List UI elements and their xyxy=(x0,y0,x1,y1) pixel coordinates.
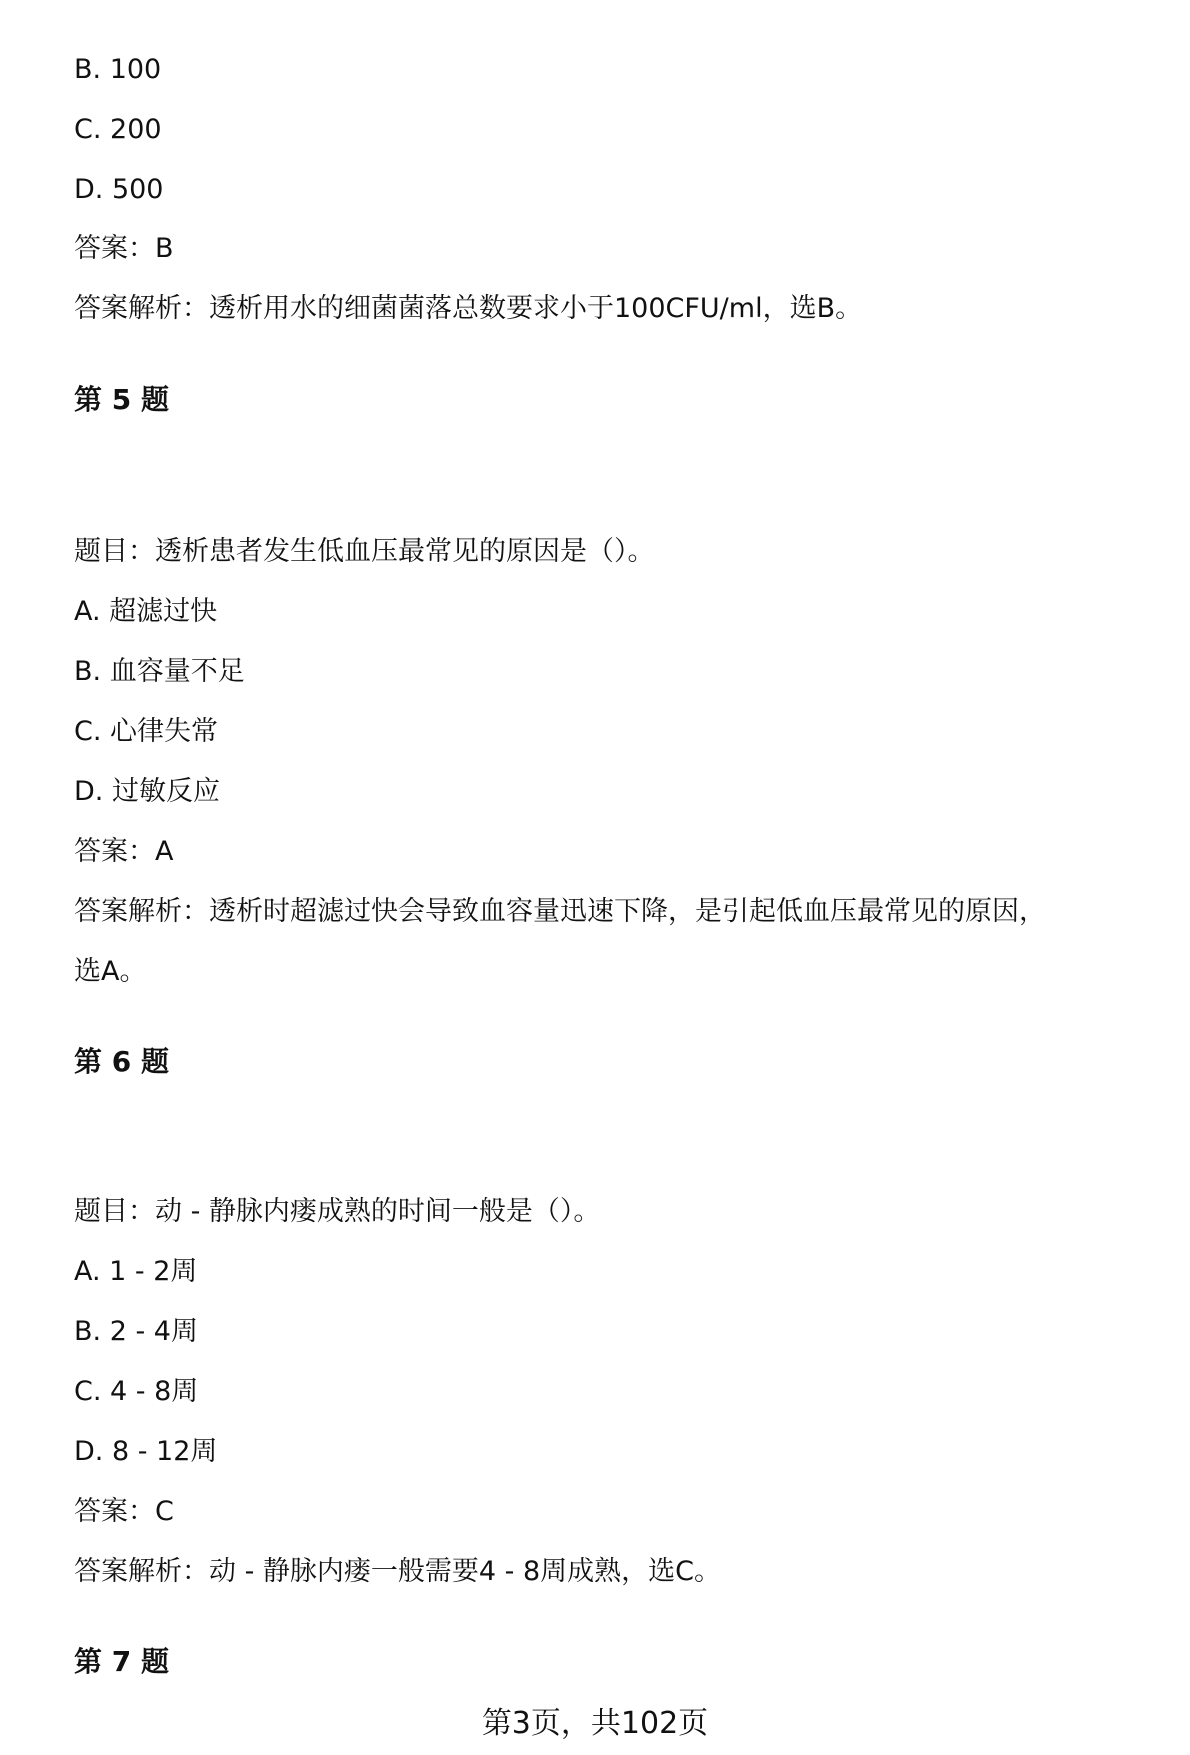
question-heading: 第 5 题 xyxy=(74,383,169,416)
option-c: C. 心律失常 xyxy=(74,716,219,747)
question-heading: 第 7 题 xyxy=(74,1645,169,1678)
question-text: 题目：动 - 静脉内瘘成熟的时间一般是（）。 xyxy=(74,1196,601,1227)
answer: 答案：C xyxy=(74,1496,174,1527)
answer: 答案：B xyxy=(74,233,174,264)
option-c: C. 200 xyxy=(74,114,162,145)
answer-explanation-continued: 选A。 xyxy=(74,956,147,987)
option-d: D. 500 xyxy=(74,174,164,205)
page-number: 第3页，共102页 xyxy=(481,1706,709,1741)
answer-explanation: 答案解析：透析时超滤过快会导致血容量迅速下降，是引起低血压最常见的原因， xyxy=(74,896,1046,927)
option-b: B. 血容量不足 xyxy=(74,656,245,687)
option-a: A. 1 - 2周 xyxy=(74,1256,198,1287)
option-d: D. 过敏反应 xyxy=(74,776,220,807)
question-heading: 第 6 题 xyxy=(74,1045,169,1078)
option-a: A. 超滤过快 xyxy=(74,596,218,627)
option-c: C. 4 - 8周 xyxy=(74,1376,199,1407)
answer-explanation: 答案解析：透析用水的细菌菌落总数要求小于100CFU/ml，选B。 xyxy=(74,293,863,324)
question-text: 题目：透析患者发生低血压最常见的原因是（）。 xyxy=(74,536,655,567)
option-b: B. 2 - 4周 xyxy=(74,1316,198,1347)
option-d: D. 8 - 12周 xyxy=(74,1436,218,1467)
option-b: B. 100 xyxy=(74,54,162,85)
answer: 答案：A xyxy=(74,836,174,867)
answer-explanation: 答案解析：动 - 静脉内瘘一般需要4 - 8周成熟，选C。 xyxy=(74,1556,722,1587)
